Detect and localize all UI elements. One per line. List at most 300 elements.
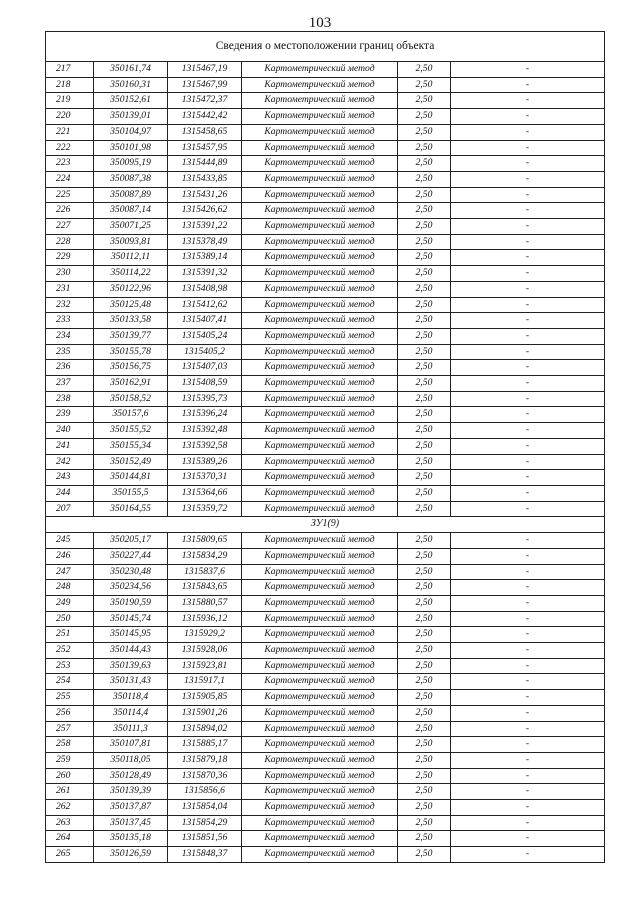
point-number-cell: 255 [46,690,94,706]
point-number-cell: 248 [46,580,94,596]
x-coordinate-cell: 350205,17 [94,533,168,549]
accuracy-cell: 2,50 [398,548,451,564]
y-coordinate-cell: 1315467,99 [168,77,242,93]
y-coordinate-cell: 1315389,26 [168,454,242,470]
point-number-cell: 246 [46,548,94,564]
x-coordinate-cell: 350156,75 [94,360,168,376]
method-cell: Картометрический метод [242,674,398,690]
point-number-cell: 265 [46,847,94,863]
x-coordinate-cell: 350139,63 [94,658,168,674]
table-row [46,658,605,674]
point-number-cell: 261 [46,784,94,800]
note-cell: - [451,784,605,800]
coordinates-sheet [45,31,604,863]
note-cell: - [451,501,605,517]
method-cell: Картометрический метод [242,580,398,596]
note-cell: - [451,281,605,297]
accuracy-cell: 2,50 [398,831,451,847]
x-coordinate-cell: 350234,56 [94,580,168,596]
y-coordinate-cell: 1315879,18 [168,752,242,768]
accuracy-cell: 2,50 [398,815,451,831]
point-number-cell: 220 [46,109,94,125]
x-coordinate-cell: 350162,91 [94,376,168,392]
accuracy-cell: 2,50 [398,219,451,235]
y-coordinate-cell: 1315905,85 [168,690,242,706]
x-coordinate-cell: 350155,5 [94,485,168,501]
accuracy-cell: 2,50 [398,627,451,643]
method-cell: Картометрический метод [242,721,398,737]
x-coordinate-cell: 350111,3 [94,721,168,737]
y-coordinate-cell: 1315431,26 [168,187,242,203]
y-coordinate-cell: 1315917,1 [168,674,242,690]
x-coordinate-cell: 350128,49 [94,768,168,784]
y-coordinate-cell: 1315901,26 [168,705,242,721]
note-cell: - [451,627,605,643]
accuracy-cell: 2,50 [398,156,451,172]
table-row [46,187,605,203]
method-cell: Картометрический метод [242,533,398,549]
note-cell: - [451,737,605,753]
point-number-cell: 257 [46,721,94,737]
point-number-cell: 254 [46,674,94,690]
point-number-cell: 249 [46,595,94,611]
method-cell: Картометрический метод [242,800,398,816]
accuracy-cell: 2,50 [398,140,451,156]
point-number-cell: 240 [46,423,94,439]
accuracy-cell: 2,50 [398,62,451,78]
method-cell: Картометрический метод [242,407,398,423]
note-cell: - [451,376,605,392]
table-row [46,690,605,706]
x-coordinate-cell: 350087,89 [94,187,168,203]
note-cell: - [451,454,605,470]
note-cell: - [451,124,605,140]
accuracy-cell: 2,50 [398,93,451,109]
note-cell: - [451,470,605,486]
method-cell: Картометрический метод [242,77,398,93]
note-cell: - [451,344,605,360]
method-cell: Картометрический метод [242,705,398,721]
table-row [46,501,605,517]
table-row [46,407,605,423]
accuracy-cell: 2,50 [398,768,451,784]
x-coordinate-cell: 350139,01 [94,109,168,125]
table-row [46,533,605,549]
accuracy-cell: 2,50 [398,705,451,721]
y-coordinate-cell: 1315370,31 [168,470,242,486]
table-row [46,721,605,737]
note-cell: - [451,423,605,439]
point-number-cell: 236 [46,360,94,376]
note-cell: - [451,109,605,125]
note-cell: - [451,564,605,580]
method-cell: Картометрический метод [242,171,398,187]
table-row [46,643,605,659]
point-number-cell: 262 [46,800,94,816]
y-coordinate-cell: 1315378,49 [168,234,242,250]
point-number-cell: 250 [46,611,94,627]
table-row [46,784,605,800]
y-coordinate-cell: 1315851,56 [168,831,242,847]
method-cell: Картометрический метод [242,328,398,344]
point-number-cell: 247 [46,564,94,580]
method-cell: Картометрический метод [242,611,398,627]
table-row [46,328,605,344]
y-coordinate-cell: 1315433,85 [168,171,242,187]
note-cell: - [451,77,605,93]
x-coordinate-cell: 350126,59 [94,847,168,863]
y-coordinate-cell: 1315856,6 [168,784,242,800]
method-cell: Картометрический метод [242,627,398,643]
table-row [46,109,605,125]
point-number-cell: 251 [46,627,94,643]
y-coordinate-cell: 1315467,19 [168,62,242,78]
point-number-cell: 224 [46,171,94,187]
x-coordinate-cell: 350071,25 [94,219,168,235]
y-coordinate-cell: 1315854,29 [168,815,242,831]
point-number-cell: 221 [46,124,94,140]
accuracy-cell: 2,50 [398,721,451,737]
method-cell: Картометрический метод [242,140,398,156]
note-cell: - [451,768,605,784]
y-coordinate-cell: 1315472,37 [168,93,242,109]
accuracy-cell: 2,50 [398,391,451,407]
method-cell: Картометрический метод [242,391,398,407]
section-label: ЗУ1(9) [46,517,605,533]
x-coordinate-cell: 350137,45 [94,815,168,831]
x-coordinate-cell: 350155,34 [94,438,168,454]
accuracy-cell: 2,50 [398,234,451,250]
x-coordinate-cell: 350145,74 [94,611,168,627]
table-row [46,737,605,753]
note-cell: - [451,203,605,219]
note-cell: - [451,313,605,329]
x-coordinate-cell: 350125,48 [94,297,168,313]
y-coordinate-cell: 1315392,58 [168,438,242,454]
table-row [46,281,605,297]
method-cell: Картометрический метод [242,93,398,109]
accuracy-cell: 2,50 [398,847,451,863]
table-row [46,485,605,501]
table-row [46,423,605,439]
point-number-cell: 239 [46,407,94,423]
table-row [46,768,605,784]
point-number-cell: 263 [46,815,94,831]
note-cell: - [451,234,605,250]
note-cell: - [451,611,605,627]
method-cell: Картометрический метод [242,438,398,454]
note-cell: - [451,800,605,816]
point-number-cell: 225 [46,187,94,203]
point-number-cell: 222 [46,140,94,156]
x-coordinate-cell: 350227,44 [94,548,168,564]
accuracy-cell: 2,50 [398,203,451,219]
x-coordinate-cell: 350158,52 [94,391,168,407]
method-cell: Картометрический метод [242,595,398,611]
point-number-cell: 229 [46,250,94,266]
method-cell: Картометрический метод [242,831,398,847]
point-number-cell: 260 [46,768,94,784]
note-cell: - [451,752,605,768]
note-cell: - [451,548,605,564]
point-number-cell: 217 [46,62,94,78]
point-number-cell: 227 [46,219,94,235]
accuracy-cell: 2,50 [398,360,451,376]
accuracy-cell: 2,50 [398,470,451,486]
accuracy-cell: 2,50 [398,109,451,125]
note-cell: - [451,595,605,611]
method-cell: Картометрический метод [242,423,398,439]
table-row [46,752,605,768]
table-row [46,595,605,611]
y-coordinate-cell: 1315894,02 [168,721,242,737]
note-cell: - [451,485,605,501]
note-cell: - [451,690,605,706]
point-number-cell: 232 [46,297,94,313]
point-number-cell: 243 [46,470,94,486]
method-cell: Картометрический метод [242,501,398,517]
x-coordinate-cell: 350122,96 [94,281,168,297]
note-cell: - [451,391,605,407]
y-coordinate-cell: 1315412,62 [168,297,242,313]
method-cell: Картометрический метод [242,485,398,501]
y-coordinate-cell: 1315391,32 [168,266,242,282]
table-row [46,344,605,360]
x-coordinate-cell: 350190,59 [94,595,168,611]
point-number-cell: 235 [46,344,94,360]
table-row [46,250,605,266]
point-number-cell: 226 [46,203,94,219]
x-coordinate-cell: 350164,55 [94,501,168,517]
y-coordinate-cell: 1315426,62 [168,203,242,219]
accuracy-cell: 2,50 [398,800,451,816]
y-coordinate-cell: 1315405,24 [168,328,242,344]
table-row [46,171,605,187]
y-coordinate-cell: 1315928,06 [168,643,242,659]
accuracy-cell: 2,50 [398,485,451,501]
accuracy-cell: 2,50 [398,643,451,659]
point-number-cell: 223 [46,156,94,172]
method-cell: Картометрический метод [242,784,398,800]
coordinates-table-body [46,32,605,863]
x-coordinate-cell: 350230,48 [94,564,168,580]
method-cell: Картометрический метод [242,564,398,580]
table-row [46,140,605,156]
table-row [46,313,605,329]
note-cell: - [451,643,605,659]
y-coordinate-cell: 1315457,95 [168,140,242,156]
method-cell: Картометрический метод [242,266,398,282]
point-number-cell: 253 [46,658,94,674]
y-coordinate-cell: 1315391,22 [168,219,242,235]
method-cell: Картометрический метод [242,360,398,376]
y-coordinate-cell: 1315389,14 [168,250,242,266]
x-coordinate-cell: 350087,14 [94,203,168,219]
y-coordinate-cell: 1315809,65 [168,533,242,549]
table-row [46,93,605,109]
point-number-cell: 238 [46,391,94,407]
x-coordinate-cell: 350152,49 [94,454,168,470]
point-number-cell: 241 [46,438,94,454]
note-cell: - [451,721,605,737]
y-coordinate-cell: 1315458,65 [168,124,242,140]
method-cell: Картометрический метод [242,737,398,753]
x-coordinate-cell: 350107,81 [94,737,168,753]
note-cell: - [451,328,605,344]
table-row [46,548,605,564]
table-row [46,234,605,250]
y-coordinate-cell: 1315837,6 [168,564,242,580]
accuracy-cell: 2,50 [398,580,451,596]
point-number-cell: 259 [46,752,94,768]
y-coordinate-cell: 1315395,73 [168,391,242,407]
table-row [46,77,605,93]
method-cell: Картометрический метод [242,62,398,78]
y-coordinate-cell: 1315408,59 [168,376,242,392]
method-cell: Картометрический метод [242,690,398,706]
table-row [46,831,605,847]
y-coordinate-cell: 1315364,66 [168,485,242,501]
x-coordinate-cell: 350137,87 [94,800,168,816]
coordinates-table [45,31,605,863]
y-coordinate-cell: 1315885,17 [168,737,242,753]
section-row [46,517,605,533]
x-coordinate-cell: 350144,81 [94,470,168,486]
note-cell: - [451,266,605,282]
y-coordinate-cell: 1315880,57 [168,595,242,611]
x-coordinate-cell: 350114,22 [94,266,168,282]
table-row [46,705,605,721]
method-cell: Картометрический метод [242,470,398,486]
accuracy-cell: 2,50 [398,752,451,768]
accuracy-cell: 2,50 [398,438,451,454]
x-coordinate-cell: 350135,18 [94,831,168,847]
note-cell: - [451,140,605,156]
table-row [46,156,605,172]
y-coordinate-cell: 1315444,89 [168,156,242,172]
table-row [46,674,605,690]
point-number-cell: 256 [46,705,94,721]
y-coordinate-cell: 1315843,65 [168,580,242,596]
x-coordinate-cell: 350133,58 [94,313,168,329]
note-cell: - [451,705,605,721]
x-coordinate-cell: 350139,77 [94,328,168,344]
x-coordinate-cell: 350114,4 [94,705,168,721]
table-title: Сведения о местоположении границ объекта [46,32,605,62]
note-cell: - [451,219,605,235]
accuracy-cell: 2,50 [398,690,451,706]
accuracy-cell: 2,50 [398,313,451,329]
x-coordinate-cell: 350145,95 [94,627,168,643]
note-cell: - [451,847,605,863]
point-number-cell: 244 [46,485,94,501]
method-cell: Картометрический метод [242,124,398,140]
point-number-cell: 231 [46,281,94,297]
note-cell: - [451,674,605,690]
note-cell: - [451,580,605,596]
method-cell: Картометрический метод [242,187,398,203]
accuracy-cell: 2,50 [398,501,451,517]
note-cell: - [451,297,605,313]
note-cell: - [451,156,605,172]
table-row [46,360,605,376]
page-number: 103 [308,15,332,31]
point-number-cell: 230 [46,266,94,282]
note-cell: - [451,533,605,549]
table-row [46,391,605,407]
method-cell: Картометрический метод [242,548,398,564]
table-row [46,266,605,282]
note-cell: - [451,62,605,78]
note-cell: - [451,658,605,674]
table-row [46,470,605,486]
method-cell: Картометрический метод [242,815,398,831]
note-cell: - [451,93,605,109]
accuracy-cell: 2,50 [398,124,451,140]
x-coordinate-cell: 350131,43 [94,674,168,690]
x-coordinate-cell: 350152,61 [94,93,168,109]
y-coordinate-cell: 1315407,03 [168,360,242,376]
y-coordinate-cell: 1315396,24 [168,407,242,423]
x-coordinate-cell: 350118,4 [94,690,168,706]
accuracy-cell: 2,50 [398,454,451,470]
note-cell: - [451,250,605,266]
note-cell: - [451,831,605,847]
point-number-cell: 228 [46,234,94,250]
x-coordinate-cell: 350118,05 [94,752,168,768]
accuracy-cell: 2,50 [398,250,451,266]
table-row [46,62,605,78]
method-cell: Картометрический метод [242,376,398,392]
point-number-cell: 237 [46,376,94,392]
method-cell: Картометрический метод [242,156,398,172]
method-cell: Картометрический метод [242,752,398,768]
table-row [46,815,605,831]
y-coordinate-cell: 1315408,98 [168,281,242,297]
table-row [46,376,605,392]
y-coordinate-cell: 1315870,36 [168,768,242,784]
accuracy-cell: 2,50 [398,328,451,344]
x-coordinate-cell: 350095,19 [94,156,168,172]
x-coordinate-cell: 350155,78 [94,344,168,360]
x-coordinate-cell: 350087,38 [94,171,168,187]
method-cell: Картометрический метод [242,313,398,329]
y-coordinate-cell: 1315407,41 [168,313,242,329]
x-coordinate-cell: 350104,97 [94,124,168,140]
accuracy-cell: 2,50 [398,784,451,800]
x-coordinate-cell: 350160,31 [94,77,168,93]
point-number-cell: 258 [46,737,94,753]
method-cell: Картометрический метод [242,297,398,313]
point-number-cell: 264 [46,831,94,847]
method-cell: Картометрический метод [242,658,398,674]
table-row [46,297,605,313]
y-coordinate-cell: 1315442,42 [168,109,242,125]
x-coordinate-cell: 350112,11 [94,250,168,266]
method-cell: Картометрический метод [242,847,398,863]
table-row [46,454,605,470]
x-coordinate-cell: 350161,74 [94,62,168,78]
accuracy-cell: 2,50 [398,171,451,187]
table-row [46,438,605,454]
y-coordinate-cell: 1315834,29 [168,548,242,564]
method-cell: Картометрический метод [242,454,398,470]
note-cell: - [451,171,605,187]
x-coordinate-cell: 350093,81 [94,234,168,250]
method-cell: Картометрический метод [242,234,398,250]
method-cell: Картометрический метод [242,281,398,297]
note-cell: - [451,815,605,831]
